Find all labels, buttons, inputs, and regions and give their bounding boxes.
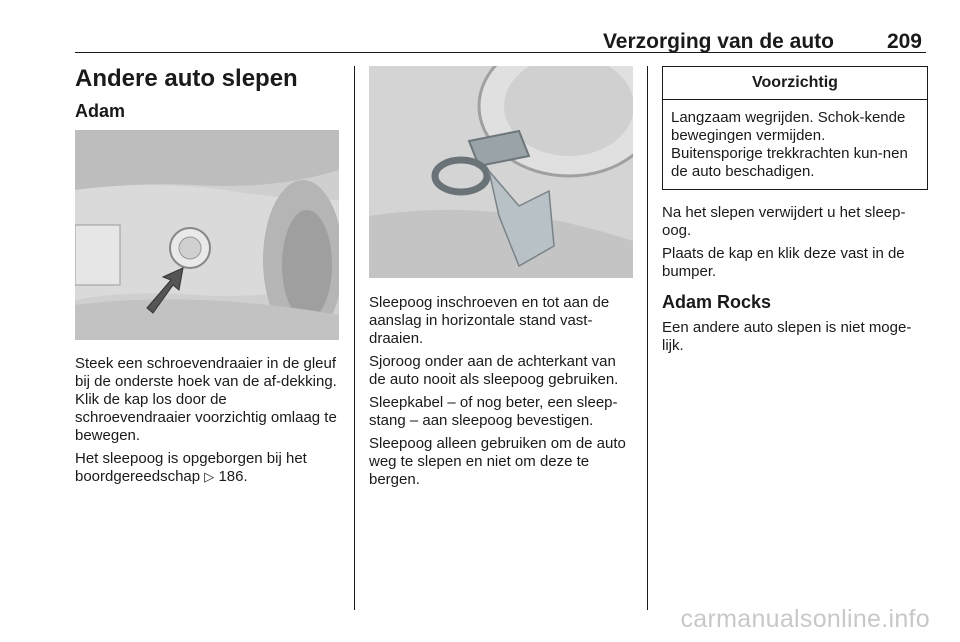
col3-paragraph-1: Na het slepen verwijdert u het sleep-oog. bbox=[662, 204, 906, 239]
bumper-cover-illustration bbox=[75, 130, 339, 340]
adam-heading: Adam bbox=[75, 101, 126, 121]
page-number: 209 bbox=[886, 30, 922, 53]
caution-title: Voorzichtig bbox=[663, 67, 927, 100]
caution-box bbox=[662, 66, 928, 190]
adam-rocks-heading: Adam Rocks bbox=[662, 292, 772, 312]
column-left bbox=[75, 62, 341, 491]
col2-paragraph-2: Sjoroog onder aan de achterkant van de auto nooit als sleepoog gebruiken. bbox=[369, 353, 619, 388]
col2-paragraph-4: Sleepoog alleen gebruiken om de auto weg te slepen en niet om deze te bergen. bbox=[369, 435, 626, 488]
col1-paragraph-2-text: Het sleepoog is opgeborgen bij het boordgereedschap bbox=[75, 450, 307, 485]
main-heading: Andere auto slepen bbox=[75, 65, 298, 92]
page-reference[interactable]: 186. bbox=[218, 468, 248, 485]
col3-paragraph-3: Een andere auto slepen is niet moge-lijk. bbox=[662, 319, 912, 354]
page-header bbox=[75, 30, 926, 53]
column-right bbox=[662, 62, 928, 360]
watermark: carmanualsonline.info bbox=[680, 605, 930, 633]
section-title: Verzorging van de auto bbox=[602, 30, 834, 53]
col1-paragraph-2 bbox=[75, 450, 341, 486]
caution-text: Langzaam wegrijden. Schok-kende bewegingen vermijden. Buitensporige trekkrachten kun-nen de auto beschadigen. bbox=[671, 109, 908, 180]
towing-eye-illustration bbox=[369, 66, 633, 278]
col1-paragraph-1: Steek een schroevendraaier in de gleuf bij de onderste hoek van de af-dekking. Klik de kap los door de schroevendraaier voorzichtig omlaag te bewegen. bbox=[75, 355, 337, 444]
column-middle bbox=[369, 62, 635, 494]
reference-arrow-icon: ▷ bbox=[204, 469, 215, 484]
col2-paragraph-3: Sleepkabel – of nog beter, een sleep-stang – aan sleepoog bevestigen. bbox=[369, 394, 618, 429]
column-divider bbox=[354, 66, 355, 610]
column-divider bbox=[647, 66, 648, 610]
col2-paragraph-1: Sleepoog inschroeven en tot aan de aanslag in horizontale stand vast-draaien. bbox=[369, 294, 610, 347]
col3-paragraph-2: Plaats de kap en klik deze vast in de bumper. bbox=[662, 245, 905, 280]
